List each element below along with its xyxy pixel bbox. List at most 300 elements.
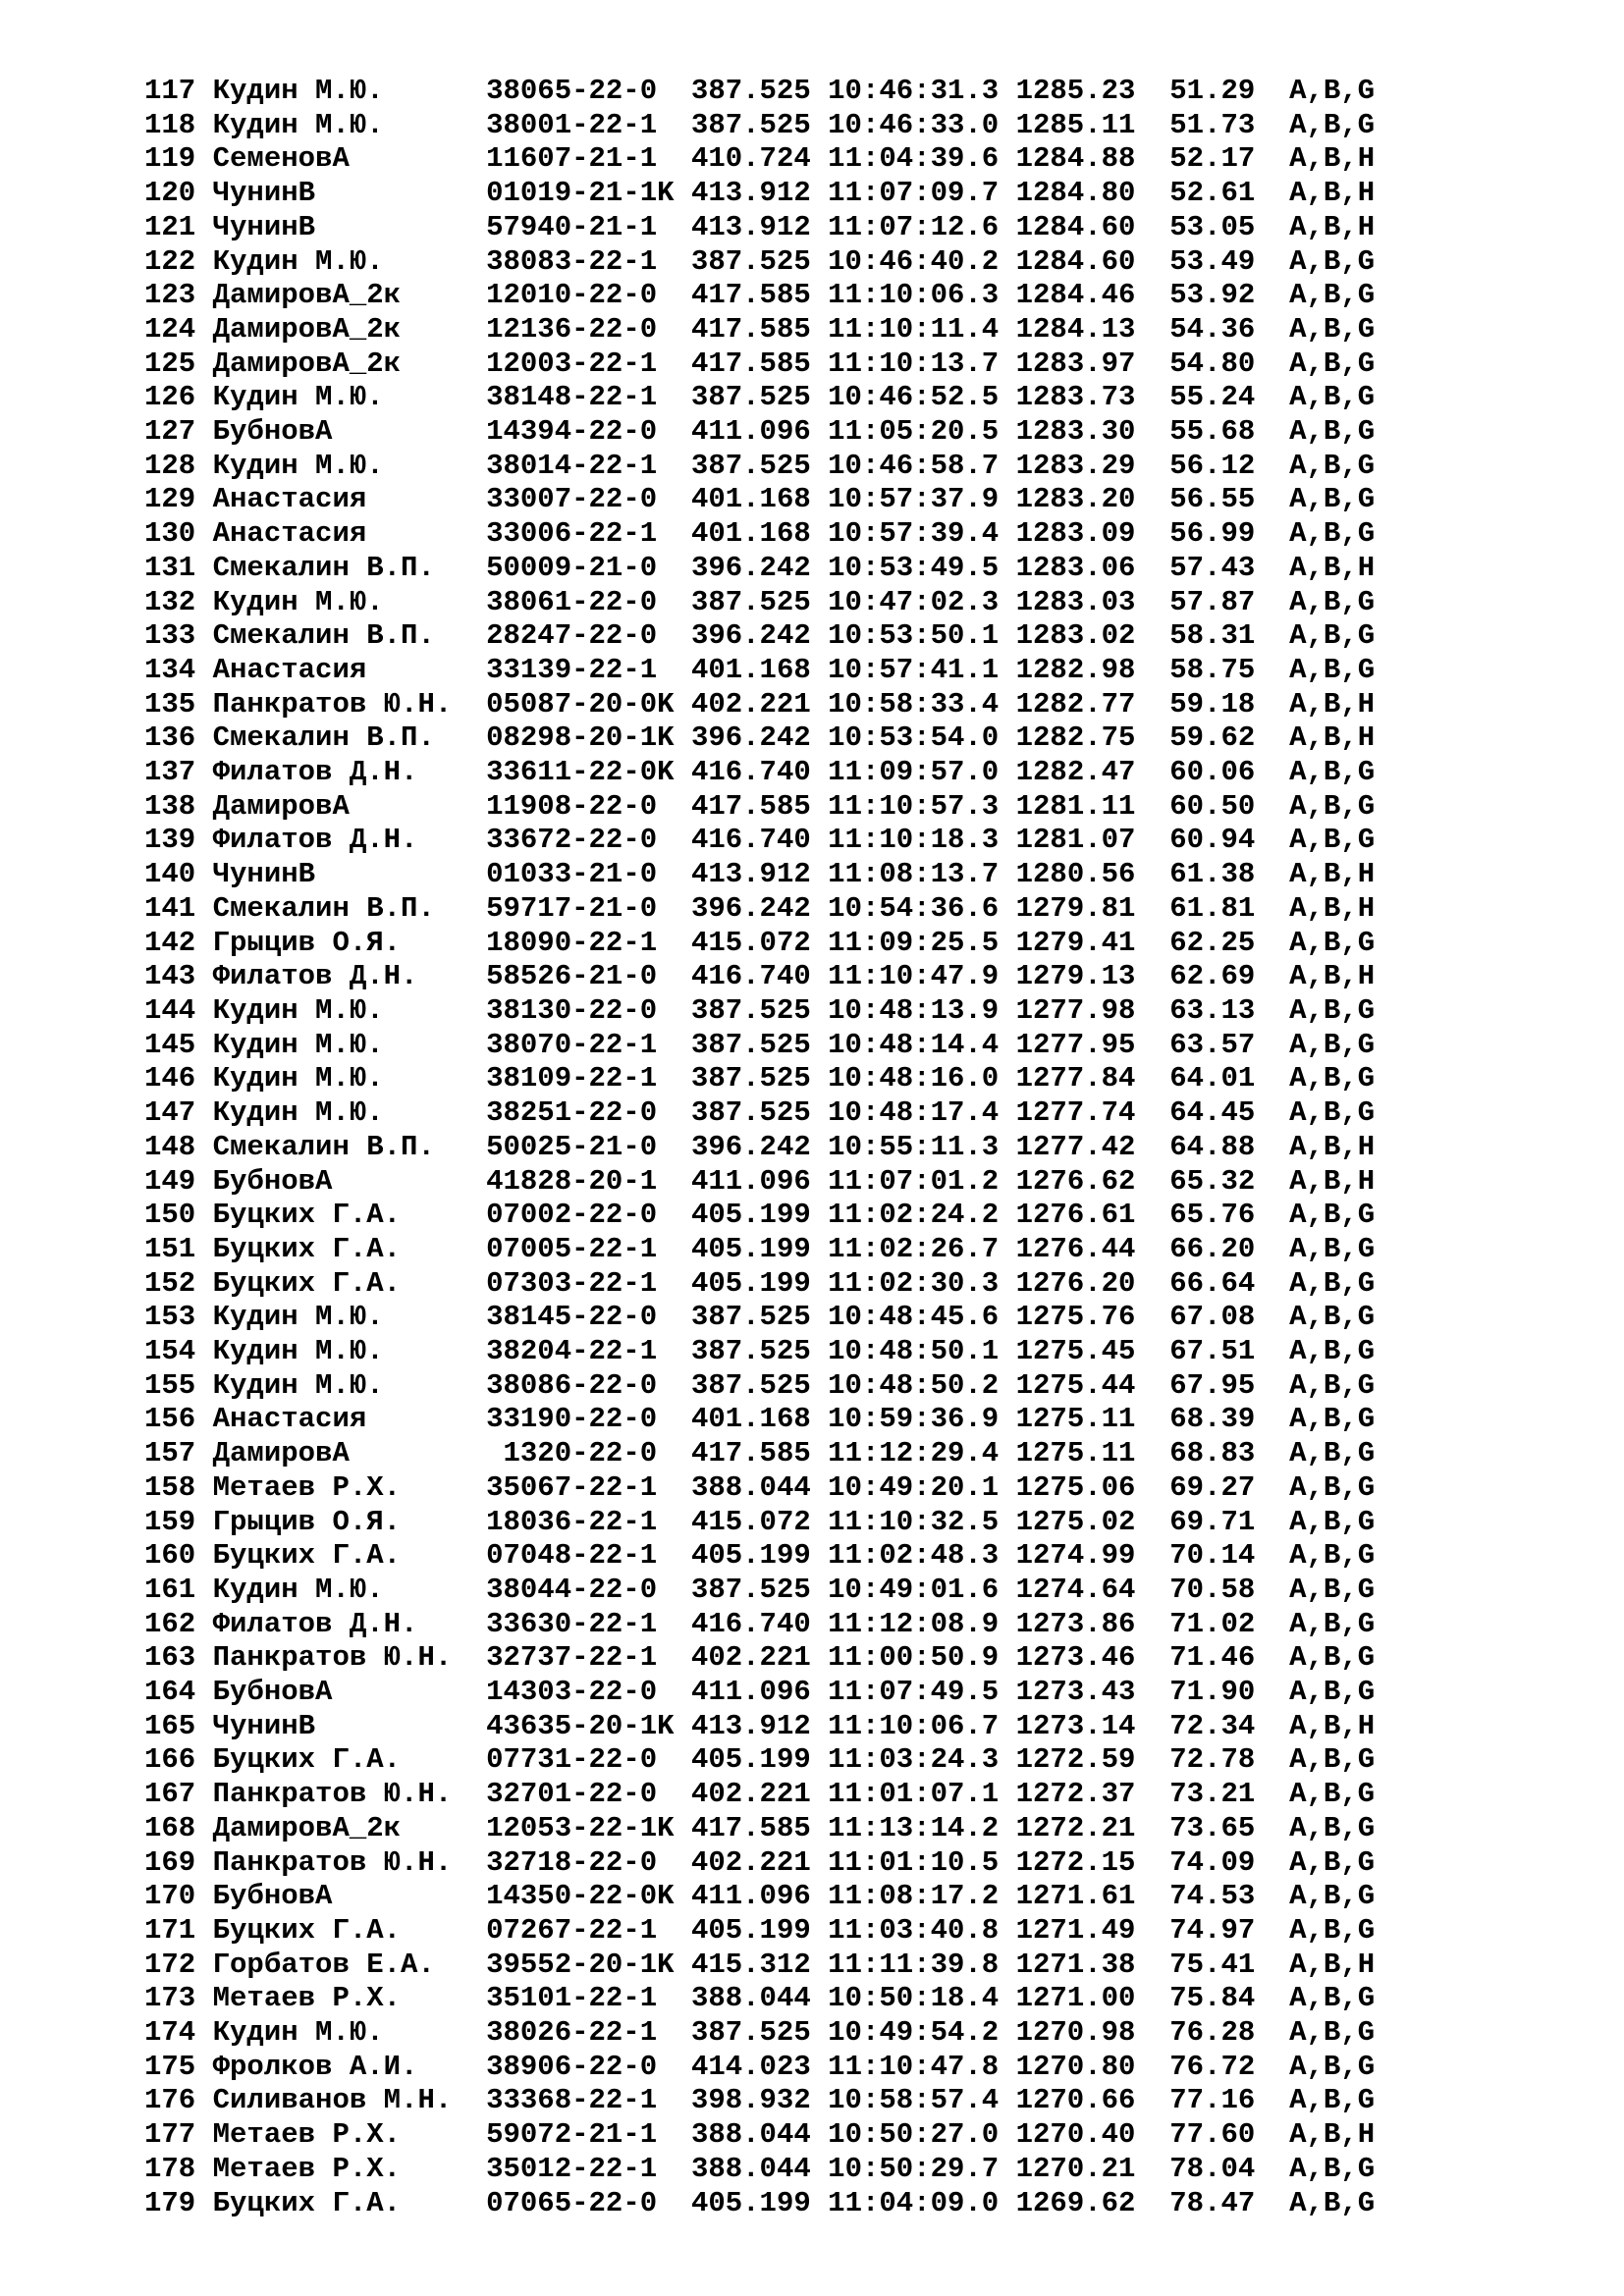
ring-cell: 07002-22-0 — [486, 1199, 658, 1232]
table-row — [144, 483, 1375, 517]
groups-cell: A,B,H — [1289, 721, 1376, 755]
rank-cell: 176 — [144, 2084, 196, 2117]
distance-cell: 405.199 — [690, 1743, 811, 1777]
table-row — [144, 824, 1375, 858]
speed-cell: 1272.21 — [1015, 1811, 1136, 1844]
coef-cell: 74.97 — [1169, 1913, 1256, 1947]
coef-cell: 68.39 — [1169, 1403, 1256, 1436]
speed-cell: 1277.84 — [1015, 1062, 1136, 1095]
rank-cell: 170 — [144, 1880, 196, 1913]
distance-cell: 398.932 — [690, 2084, 811, 2117]
table-row — [144, 1982, 1375, 2016]
ring-cell: 39552-20-1K — [486, 1948, 675, 1981]
name-cell: Смекалин В.П. — [212, 619, 435, 653]
rank-cell: 135 — [144, 687, 196, 721]
rank-cell: 130 — [144, 517, 196, 551]
groups-cell: A,B,H — [1289, 1709, 1376, 1742]
ring-cell: 05087-20-0K — [486, 687, 675, 721]
rank-cell: 154 — [144, 1335, 196, 1368]
coef-cell: 76.28 — [1169, 2016, 1256, 2050]
table-row — [144, 1608, 1375, 1642]
distance-cell: 387.525 — [690, 75, 811, 107]
table-row — [144, 1437, 1375, 1471]
rank-cell: 163 — [144, 1641, 196, 1675]
groups-cell: A,B,G — [1289, 1845, 1376, 1879]
table-row — [144, 109, 1375, 143]
groups-cell: A,B,G — [1289, 1403, 1376, 1436]
table-row — [144, 1199, 1375, 1233]
distance-cell: 388.044 — [690, 1982, 811, 2015]
ring-cell: 14394-22-0 — [486, 415, 658, 449]
speed-cell: 1272.15 — [1015, 1845, 1136, 1879]
table-row — [144, 2118, 1375, 2153]
groups-cell: A,B,G — [1289, 1505, 1376, 1538]
ring-cell: 33630-22-1 — [486, 1607, 658, 1640]
ring-cell: 14350-22-0K — [486, 1880, 675, 1913]
coef-cell: 64.01 — [1169, 1062, 1256, 1095]
groups-cell: A,B,G — [1289, 2186, 1376, 2219]
name-cell: Смекалин В.П. — [212, 891, 435, 925]
speed-cell: 1283.03 — [1015, 585, 1136, 618]
coef-cell: 75.41 — [1169, 1948, 1256, 1981]
table-row — [144, 1812, 1375, 1846]
time-cell: 10:48:14.4 — [828, 1028, 1000, 1061]
coef-cell: 58.31 — [1169, 619, 1256, 653]
name-cell: Филатов Д.Н. — [212, 1607, 418, 1640]
ring-cell: 12003-22-1 — [486, 347, 658, 380]
table-row — [144, 177, 1375, 211]
speed-cell: 1277.95 — [1015, 1028, 1136, 1061]
ring-cell: 38145-22-0 — [486, 1301, 658, 1334]
coef-cell: 55.68 — [1169, 415, 1256, 449]
groups-cell: A,B,H — [1289, 687, 1376, 721]
table-row — [144, 450, 1375, 484]
groups-cell: A,B,G — [1289, 1437, 1376, 1470]
speed-cell: 1275.02 — [1015, 1505, 1136, 1538]
speed-cell: 1270.40 — [1015, 2118, 1136, 2152]
distance-cell: 387.525 — [690, 1335, 811, 1368]
coef-cell: 56.12 — [1169, 449, 1256, 482]
distance-cell: 413.912 — [690, 210, 811, 243]
ring-cell: 35067-22-1 — [486, 1470, 658, 1504]
speed-cell: 1284.46 — [1015, 279, 1136, 312]
table-row — [144, 1506, 1375, 1540]
time-cell: 11:10:32.5 — [828, 1505, 1000, 1538]
distance-cell: 388.044 — [690, 1470, 811, 1504]
rank-cell: 173 — [144, 1982, 196, 2015]
time-cell: 11:10:57.3 — [828, 789, 1000, 823]
groups-cell: A,B,G — [1289, 993, 1376, 1027]
speed-cell: 1271.38 — [1015, 1948, 1136, 1981]
table-row — [144, 381, 1375, 415]
rank-cell: 119 — [144, 142, 196, 176]
coef-cell: 59.62 — [1169, 721, 1256, 755]
rank-cell: 132 — [144, 585, 196, 618]
time-cell: 11:04:39.6 — [828, 142, 1000, 176]
rank-cell: 161 — [144, 1573, 196, 1606]
time-cell: 11:10:06.7 — [828, 1709, 1000, 1742]
groups-cell: A,B,G — [1289, 75, 1376, 107]
ring-cell: 33611-22-0K — [486, 756, 675, 789]
time-cell: 10:47:02.3 — [828, 585, 1000, 618]
rank-cell: 136 — [144, 721, 196, 755]
coef-cell: 74.53 — [1169, 1880, 1256, 1913]
name-cell: Кудин М.Ю. — [212, 449, 384, 482]
time-cell: 10:48:45.6 — [828, 1301, 1000, 1334]
rank-cell: 142 — [144, 926, 196, 959]
table-row — [144, 517, 1375, 552]
time-cell: 10:49:54.2 — [828, 2016, 1000, 2050]
name-cell: Кудин М.Ю. — [212, 1301, 384, 1334]
distance-cell: 387.525 — [690, 1368, 811, 1402]
time-cell: 10:57:37.9 — [828, 483, 1000, 516]
speed-cell: 1273.14 — [1015, 1709, 1136, 1742]
coef-cell: 68.83 — [1169, 1437, 1256, 1470]
rank-cell: 162 — [144, 1607, 196, 1640]
time-cell: 11:10:47.8 — [828, 2050, 1000, 2083]
ring-cell: 38906-22-0 — [486, 2050, 658, 2083]
distance-cell: 416.740 — [690, 960, 811, 993]
table-row — [144, 1914, 1375, 1949]
distance-cell: 415.072 — [690, 926, 811, 959]
ring-cell: 38083-22-1 — [486, 244, 658, 278]
table-row — [144, 313, 1375, 347]
rank-cell: 148 — [144, 1130, 196, 1163]
distance-cell: 405.199 — [690, 1232, 811, 1265]
coef-cell: 75.84 — [1169, 1982, 1256, 2015]
coef-cell: 67.51 — [1169, 1335, 1256, 1368]
name-cell: Филатов Д.Н. — [212, 824, 418, 857]
speed-cell: 1282.98 — [1015, 653, 1136, 686]
name-cell: Анастасия — [212, 653, 367, 686]
table-row — [144, 2016, 1375, 2051]
ring-cell: 14303-22-0 — [486, 1676, 658, 1709]
time-cell: 11:07:09.7 — [828, 177, 1000, 210]
groups-cell: A,B,G — [1289, 1573, 1376, 1606]
distance-cell: 405.199 — [690, 2186, 811, 2219]
table-row — [144, 756, 1375, 790]
name-cell: Филатов Д.Н. — [212, 960, 418, 993]
distance-cell: 396.242 — [690, 721, 811, 755]
distance-cell: 402.221 — [690, 1778, 811, 1811]
table-row — [144, 1880, 1375, 1914]
speed-cell: 1279.13 — [1015, 960, 1136, 993]
ring-cell: 07303-22-1 — [486, 1266, 658, 1300]
speed-cell: 1277.42 — [1015, 1130, 1136, 1163]
name-cell: Кудин М.Ю. — [212, 1573, 384, 1606]
rank-cell: 174 — [144, 2016, 196, 2050]
coef-cell: 51.29 — [1169, 75, 1256, 107]
distance-cell: 396.242 — [690, 891, 811, 925]
speed-cell: 1271.00 — [1015, 1982, 1136, 2015]
time-cell: 10:48:16.0 — [828, 1062, 1000, 1095]
table-row — [144, 1335, 1375, 1369]
name-cell: СеменовА — [212, 142, 350, 176]
time-cell: 11:10:47.9 — [828, 960, 1000, 993]
table-row — [144, 1949, 1375, 1983]
rank-cell: 158 — [144, 1470, 196, 1504]
name-cell: Буцких Г.А. — [212, 1266, 402, 1300]
name-cell: Анастасия — [212, 1403, 367, 1436]
speed-cell: 1273.43 — [1015, 1676, 1136, 1709]
speed-cell: 1283.09 — [1015, 517, 1136, 551]
ring-cell: 01033-21-0 — [486, 858, 658, 891]
time-cell: 11:01:10.5 — [828, 1845, 1000, 1879]
distance-cell: 415.312 — [690, 1948, 811, 1981]
distance-cell: 387.525 — [690, 108, 811, 141]
table-row — [144, 2051, 1375, 2085]
table-row — [144, 2153, 1375, 2187]
rank-cell: 129 — [144, 483, 196, 516]
ring-cell: 18090-22-1 — [486, 926, 658, 959]
table-row — [144, 1778, 1375, 1812]
ring-cell: 38109-22-1 — [486, 1062, 658, 1095]
coef-cell: 67.95 — [1169, 1368, 1256, 1402]
coef-cell: 74.09 — [1169, 1845, 1256, 1879]
coef-cell: 57.43 — [1169, 551, 1256, 584]
distance-cell: 396.242 — [690, 1130, 811, 1163]
name-cell: Буцких Г.А. — [212, 1199, 402, 1232]
time-cell: 10:48:50.2 — [828, 1368, 1000, 1402]
rank-cell: 175 — [144, 2050, 196, 2083]
time-cell: 11:07:12.6 — [828, 210, 1000, 243]
name-cell: ДамировА_2к — [212, 279, 402, 312]
distance-cell: 411.096 — [690, 1676, 811, 1709]
groups-cell: A,B,H — [1289, 142, 1376, 176]
rank-cell: 149 — [144, 1164, 196, 1198]
speed-cell: 1282.47 — [1015, 756, 1136, 789]
rank-cell: 131 — [144, 551, 196, 584]
distance-cell: 387.525 — [690, 1573, 811, 1606]
table-row — [144, 790, 1375, 825]
speed-cell: 1274.99 — [1015, 1539, 1136, 1573]
speed-cell: 1275.11 — [1015, 1437, 1136, 1470]
distance-cell: 401.168 — [690, 1403, 811, 1436]
speed-cell: 1270.98 — [1015, 2016, 1136, 2050]
coef-cell: 51.73 — [1169, 108, 1256, 141]
groups-cell: A,B,G — [1289, 619, 1376, 653]
rank-cell: 122 — [144, 244, 196, 278]
name-cell: Анастасия — [212, 517, 367, 551]
distance-cell: 410.724 — [690, 142, 811, 176]
ring-cell: 07005-22-1 — [486, 1232, 658, 1265]
coef-cell: 61.38 — [1169, 858, 1256, 891]
groups-cell: A,B,G — [1289, 415, 1376, 449]
rank-cell: 177 — [144, 2118, 196, 2152]
rank-cell: 146 — [144, 1062, 196, 1095]
groups-cell: A,B,G — [1289, 449, 1376, 482]
ring-cell: 57940-21-1 — [486, 210, 658, 243]
speed-cell: 1280.56 — [1015, 858, 1136, 891]
groups-cell: A,B,G — [1289, 1028, 1376, 1061]
time-cell: 11:08:13.7 — [828, 858, 1000, 891]
ring-cell: 32718-22-0 — [486, 1845, 658, 1879]
name-cell: ДамировА_2к — [212, 312, 402, 346]
distance-cell: 417.585 — [690, 279, 811, 312]
name-cell: Кудин М.Ю. — [212, 1368, 384, 1402]
coef-cell: 52.17 — [1169, 142, 1256, 176]
distance-cell: 401.168 — [690, 653, 811, 686]
coef-cell: 78.04 — [1169, 2152, 1256, 2185]
name-cell: ДамировА — [212, 1437, 350, 1470]
name-cell: Кудин М.Ю. — [212, 1096, 384, 1130]
ring-cell: 33190-22-0 — [486, 1403, 658, 1436]
table-row — [144, 960, 1375, 994]
coef-cell: 60.06 — [1169, 756, 1256, 789]
rank-cell: 169 — [144, 1845, 196, 1879]
speed-cell: 1284.60 — [1015, 244, 1136, 278]
coef-cell: 63.57 — [1169, 1028, 1256, 1061]
speed-cell: 1272.59 — [1015, 1743, 1136, 1777]
table-row — [144, 619, 1375, 654]
name-cell: Буцких Г.А. — [212, 2186, 402, 2219]
time-cell: 10:46:31.3 — [828, 75, 1000, 107]
ring-cell: 38026-22-1 — [486, 2016, 658, 2050]
groups-cell: A,B,H — [1289, 1948, 1376, 1981]
speed-cell: 1273.86 — [1015, 1607, 1136, 1640]
name-cell: ЧунинВ — [212, 177, 316, 210]
table-row — [144, 1062, 1375, 1096]
distance-cell: 417.585 — [690, 1437, 811, 1470]
coef-cell: 78.47 — [1169, 2186, 1256, 2219]
groups-cell: A,B,G — [1289, 1335, 1376, 1368]
time-cell: 10:57:41.1 — [828, 653, 1000, 686]
ring-cell: 38065-22-0 — [486, 75, 658, 107]
groups-cell: A,B,G — [1289, 1096, 1376, 1130]
distance-cell: 387.525 — [690, 244, 811, 278]
coef-cell: 72.34 — [1169, 1709, 1256, 1742]
distance-cell: 402.221 — [690, 1641, 811, 1675]
speed-cell: 1283.06 — [1015, 551, 1136, 584]
rank-cell: 125 — [144, 347, 196, 380]
name-cell: Метаев Р.Х. — [212, 1982, 402, 2015]
rank-cell: 137 — [144, 756, 196, 789]
time-cell: 10:48:13.9 — [828, 993, 1000, 1027]
speed-cell: 1275.45 — [1015, 1335, 1136, 1368]
table-row — [144, 2084, 1375, 2118]
ring-cell: 32701-22-0 — [486, 1778, 658, 1811]
coef-cell: 57.87 — [1169, 585, 1256, 618]
distance-cell: 402.221 — [690, 687, 811, 721]
name-cell: ЧунинВ — [212, 1709, 316, 1742]
groups-cell: A,B,G — [1289, 1743, 1376, 1777]
speed-cell: 1271.49 — [1015, 1913, 1136, 1947]
rank-cell: 152 — [144, 1266, 196, 1300]
name-cell: Горбатов Е.А. — [212, 1948, 435, 1981]
coef-cell: 60.50 — [1169, 789, 1256, 823]
time-cell: 10:58:57.4 — [828, 2084, 1000, 2117]
speed-cell: 1284.88 — [1015, 142, 1136, 176]
coef-cell: 55.24 — [1169, 381, 1256, 414]
table-row — [144, 1267, 1375, 1302]
rank-cell: 178 — [144, 2152, 196, 2185]
time-cell: 11:10:18.3 — [828, 824, 1000, 857]
ring-cell: 01019-21-1K — [486, 177, 675, 210]
name-cell: Буцких Г.А. — [212, 1232, 402, 1265]
groups-cell: A,B,G — [1289, 1062, 1376, 1095]
speed-cell: 1275.06 — [1015, 1470, 1136, 1504]
time-cell: 11:04:09.0 — [828, 2186, 1000, 2219]
name-cell: ДамировА_2к — [212, 347, 402, 380]
time-cell: 10:53:49.5 — [828, 551, 1000, 584]
rank-cell: 150 — [144, 1199, 196, 1232]
groups-cell: A,B,G — [1289, 2050, 1376, 2083]
table-row — [144, 1676, 1375, 1710]
table-row — [144, 347, 1375, 382]
coef-cell: 64.88 — [1169, 1130, 1256, 1163]
ring-cell: 38251-22-0 — [486, 1096, 658, 1130]
distance-cell: 416.740 — [690, 756, 811, 789]
distance-cell: 414.023 — [690, 2050, 811, 2083]
time-cell: 10:46:40.2 — [828, 244, 1000, 278]
groups-cell: A,B,G — [1289, 1982, 1376, 2015]
coef-cell: 54.80 — [1169, 347, 1256, 380]
time-cell: 11:07:01.2 — [828, 1164, 1000, 1198]
rank-cell: 159 — [144, 1505, 196, 1538]
rank-cell: 151 — [144, 1232, 196, 1265]
coef-cell: 64.45 — [1169, 1096, 1256, 1130]
speed-cell: 1285.23 — [1015, 75, 1136, 107]
table-row — [144, 1471, 1375, 1506]
time-cell: 11:12:08.9 — [828, 1607, 1000, 1640]
ring-cell: 38014-22-1 — [486, 449, 658, 482]
name-cell: Грыцив О.Я. — [212, 926, 402, 959]
table-row — [144, 142, 1375, 177]
speed-cell: 1285.11 — [1015, 108, 1136, 141]
rank-cell: 156 — [144, 1403, 196, 1436]
table-row — [144, 927, 1375, 961]
table-row — [144, 2187, 1375, 2221]
rank-cell: 172 — [144, 1948, 196, 1981]
time-cell: 10:48:17.4 — [828, 1096, 1000, 1130]
table-row — [144, 892, 1375, 927]
ring-cell: 38086-22-0 — [486, 1368, 658, 1402]
rank-cell: 138 — [144, 789, 196, 823]
speed-cell: 1269.62 — [1015, 2186, 1136, 2219]
rank-cell: 141 — [144, 891, 196, 925]
speed-cell: 1271.61 — [1015, 1880, 1136, 1913]
name-cell: Панкратов Ю.Н. — [212, 1778, 453, 1811]
groups-cell: A,B,G — [1289, 244, 1376, 278]
rank-cell: 166 — [144, 1743, 196, 1777]
groups-cell: A,B,H — [1289, 960, 1376, 993]
time-cell: 10:46:52.5 — [828, 381, 1000, 414]
ring-cell: 33006-22-1 — [486, 517, 658, 551]
speed-cell: 1275.11 — [1015, 1403, 1136, 1436]
ring-cell: 38061-22-0 — [486, 585, 658, 618]
rank-cell: 134 — [144, 653, 196, 686]
groups-cell: A,B,H — [1289, 891, 1376, 925]
time-cell: 10:50:18.4 — [828, 1982, 1000, 2015]
name-cell: Грыцив О.Я. — [212, 1505, 402, 1538]
time-cell: 10:54:36.6 — [828, 891, 1000, 925]
name-cell: Кудин М.Ю. — [212, 1335, 384, 1368]
groups-cell: A,B,G — [1289, 279, 1376, 312]
rank-cell: 147 — [144, 1096, 196, 1130]
ring-cell: 12010-22-0 — [486, 279, 658, 312]
time-cell: 10:50:27.0 — [828, 2118, 1000, 2152]
ring-cell: 35101-22-1 — [486, 1982, 658, 2015]
time-cell: 10:53:50.1 — [828, 619, 1000, 653]
time-cell: 11:12:29.4 — [828, 1437, 1000, 1470]
rank-cell: 120 — [144, 177, 196, 210]
ring-cell: 07731-22-0 — [486, 1743, 658, 1777]
ring-cell: 11908-22-0 — [486, 789, 658, 823]
ring-cell: 12053-22-1K — [486, 1811, 675, 1844]
ring-cell: 38044-22-0 — [486, 1573, 658, 1606]
table-row — [144, 415, 1375, 450]
ring-cell: 32737-22-1 — [486, 1641, 658, 1675]
